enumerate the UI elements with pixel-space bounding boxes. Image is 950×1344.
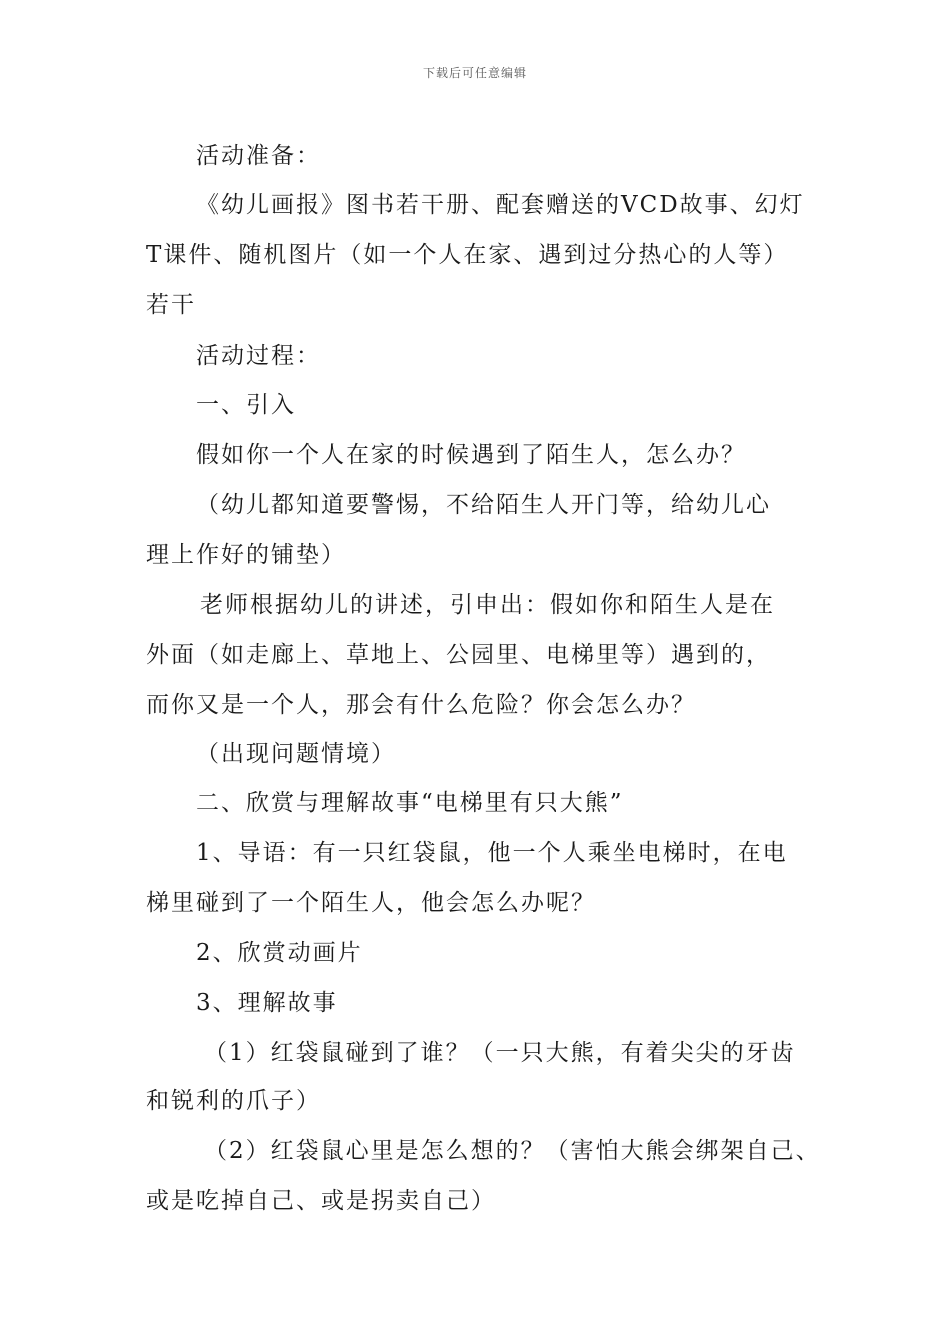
paragraph-line: 假如你一个人在家的时候遇到了陌生人，怎么办？ [196,442,746,468]
paragraph-line: 和锐利的爪子） [146,1088,321,1114]
paragraph-line: （1）红袋鼠碰到了谁？（一只大熊，有着尖尖的牙齿 [204,1040,796,1066]
paragraph-line: （幼儿都知道要警惕，不给陌生人开门等，给幼儿心 [196,492,771,518]
subsection-heading: 二、欣赏与理解故事“电梯里有只大熊” [196,790,624,816]
paragraph-line: 《幼儿画报》图书若干册、配套赠送的VCD故事、幻灯 [196,192,805,218]
paragraph-line: 2、欣赏动画片 [196,940,363,966]
paragraph-line: 或是吃掉自己、或是拐卖自己） [146,1188,496,1214]
paragraph-line: 理上作好的铺垫） [146,542,346,568]
paragraph-line: 梯里碰到了一个陌生人，他会怎么办呢？ [146,890,596,916]
paragraph-line: 3、理解故事 [196,990,338,1016]
paragraph-line: 1、导语：有一只红袋鼠，他一个人乘坐电梯时，在电 [196,840,788,866]
paragraph-line: T课件、随机图片（如一个人在家、遇到过分热心的人等） [146,242,789,268]
paragraph-line: 外面（如走廊上、草地上、公园里、电梯里等）遇到的， [146,642,771,668]
paragraph-line: （出现问题情境） [196,741,396,767]
section-heading-preparation: 活动准备： [196,143,321,169]
paragraph-line: 老师根据幼儿的讲述，引申出：假如你和陌生人是在 [200,592,775,618]
paragraph-line: （2）红袋鼠心里是怎么想的？（害怕大熊会绑架自己、 [204,1138,821,1164]
page-header: 下载后可任意编辑 [422,66,527,80]
subsection-heading: 一、引入 [196,392,296,418]
section-heading-process: 活动过程： [196,343,321,369]
paragraph-line: 若干 [146,292,196,318]
paragraph-line: 而你又是一个人，那会有什么危险？你会怎么办？ [146,692,696,718]
